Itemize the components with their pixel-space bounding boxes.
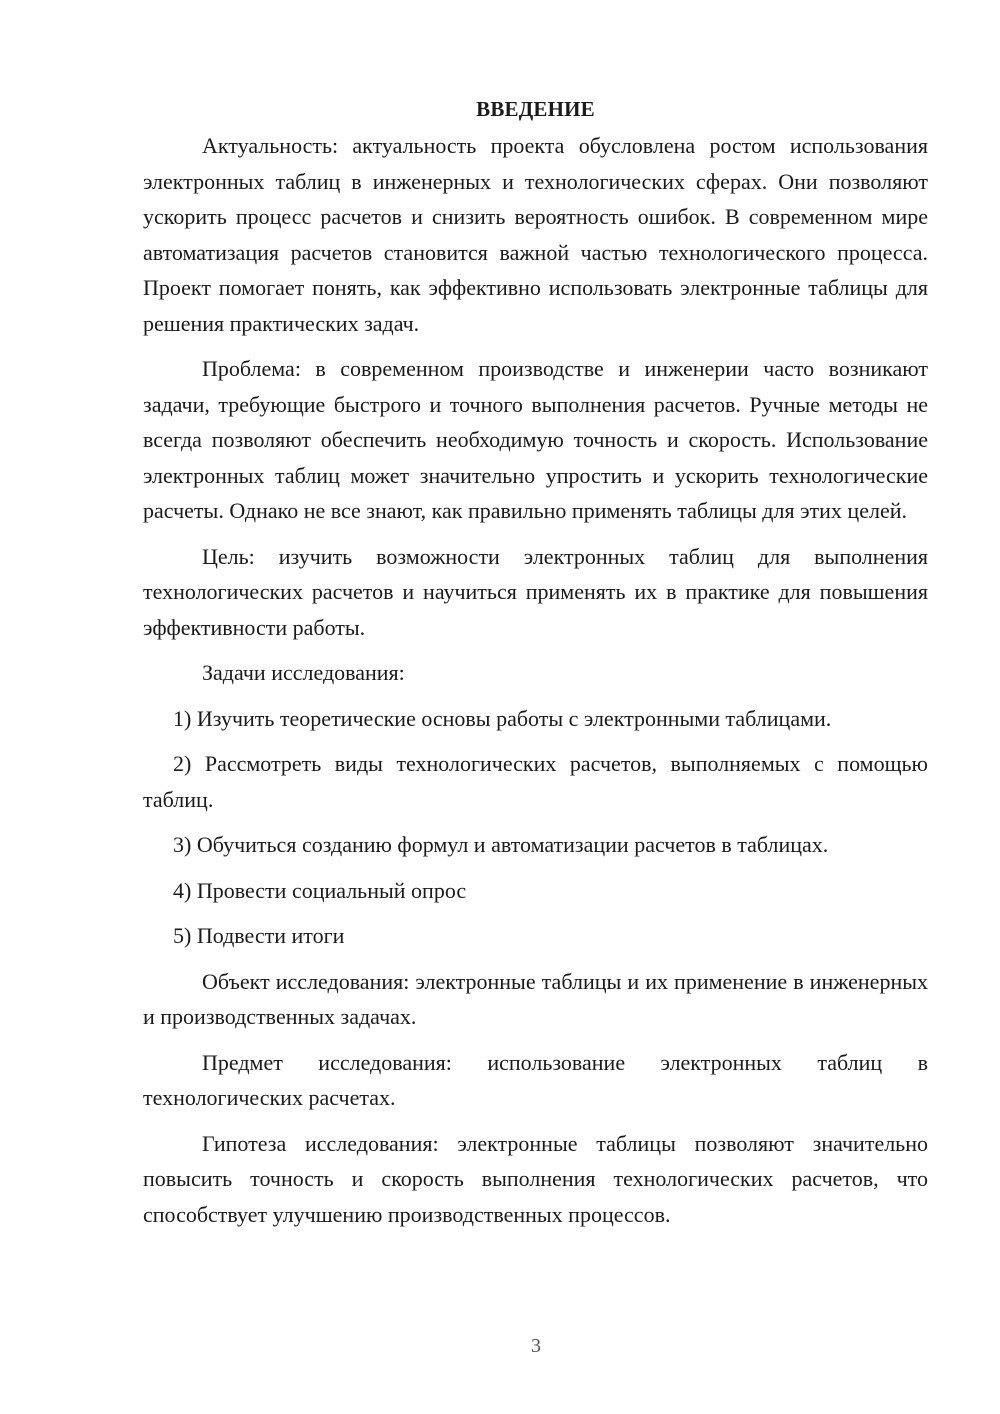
paragraph-hypothesis: Гипотеза исследования: электронные таблицы позволяют значительно повысить точность и скорость выполнения технологических расчетов, что способствует улучшению производственных процессов. <box>143 1130 928 1227</box>
paragraph-object: Объект исследования: электронные таблицы и их применение в инженерных и производственных задачах. <box>143 968 928 1029</box>
tasks-heading: Задачи исследования: <box>202 660 405 685</box>
task-item-1: 1) Изучить теоретические основы работы с электронными таблицами. <box>173 705 832 731</box>
task-item-5: 5) Подвести итоги <box>173 923 345 948</box>
paragraph-relevance: Актуальность: актуальность проекта обусловлена ростом использования электронных таблиц в инженерных и технологических сферах. Они позволяют ускорить процесс расчетов и снизить вероятность ошибок. В современном мире автоматизация расчетов становится важной частью технологического процесса. Проект помогает понять, как эффективно использовать электронные таблицы для решения практических задач. <box>143 133 928 336</box>
page-number: 3 <box>531 1335 541 1357</box>
paragraph-problem: Проблема: в современном производстве и инженерии часто возникают задачи, требующие быстрого и точного выполнения расчетов. Ручные методы не всегда позволяют обеспечить необходимую точность и скорость. Использование электронных таблиц может значительно упростить и ускорить технологические расчеты. Однако не все знают, как правильно применять таблицы для этих целей. <box>143 356 928 523</box>
paragraph-subject: Предмет исследования: использование электронных таблиц в технологических расчетах. <box>143 1049 928 1110</box>
task-item-3: 3) Обучиться созданию формул и автоматизации расчетов в таблицах. <box>173 832 829 857</box>
task-item-4: 4) Провести социальный опрос <box>173 877 467 903</box>
page-title: ВВЕДЕНИЕ <box>476 97 595 121</box>
task-item-2: 2) Рассмотреть виды технологических расчетов, выполняемых с помощью таблиц. <box>143 751 928 812</box>
page-body <box>143 92 928 1242</box>
paragraph-goal: Цель: изучить возможности электронных таблиц для выполнения технологических расчетов и научиться применять их в практике для повышения эффективности работы. <box>143 543 928 640</box>
